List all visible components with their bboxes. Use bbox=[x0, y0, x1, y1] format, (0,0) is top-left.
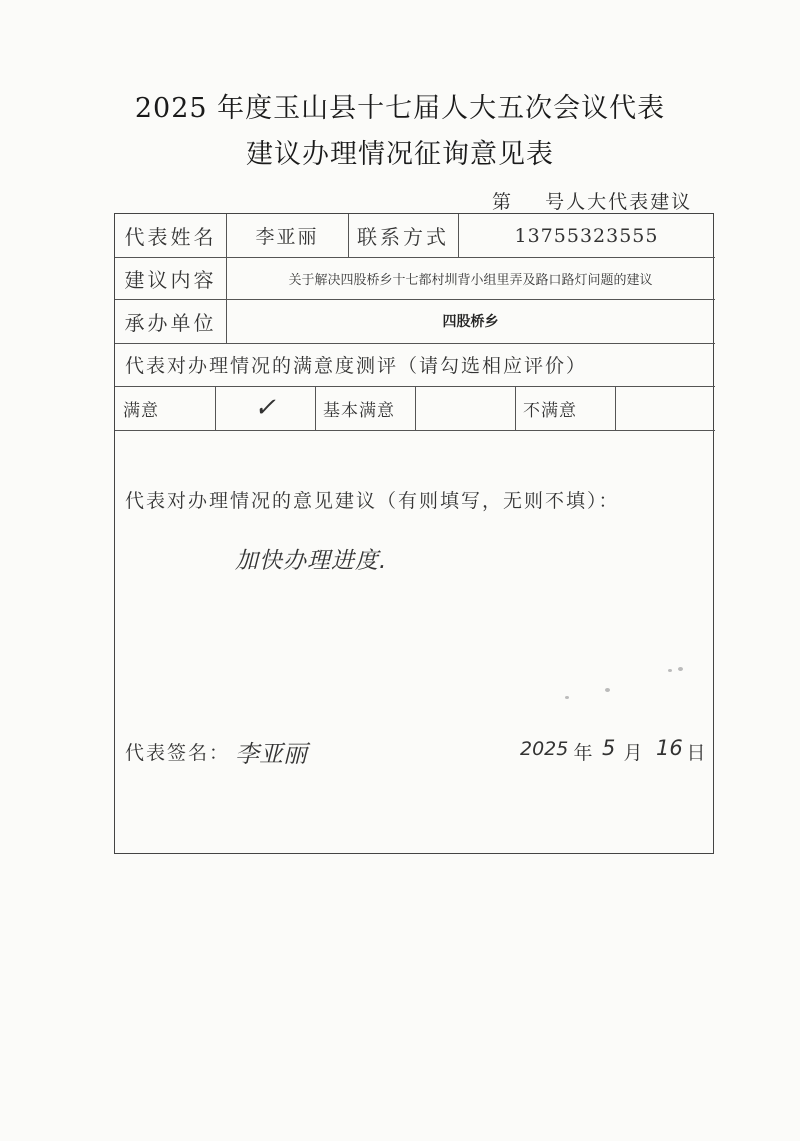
scan-speck bbox=[678, 667, 683, 671]
opinion-form bbox=[114, 213, 714, 854]
unit-label: 承办单位 bbox=[124, 310, 217, 335]
suggestion-label: 建议内容 bbox=[124, 267, 217, 292]
date-year: 2025 bbox=[520, 738, 569, 760]
doc-title-line1: 2025 年度玉山县十七届人大五次会议代表 bbox=[134, 93, 666, 124]
option-basic-check[interactable] bbox=[415, 386, 515, 430]
option-basic-label: 基本满意 bbox=[323, 400, 395, 421]
unit-value: 四股桥乡 bbox=[442, 314, 499, 330]
signature-label: 代表签名： bbox=[125, 741, 231, 764]
contact-label: 联系方式 bbox=[357, 225, 449, 249]
date-day: 16 bbox=[656, 736, 683, 760]
scan-speck bbox=[668, 669, 672, 672]
date-day-unit: 日 bbox=[686, 741, 706, 764]
date-month-unit: 月 bbox=[623, 741, 643, 764]
rep-name-value: 李亚丽 bbox=[255, 226, 319, 248]
option-unsatisfied-check[interactable] bbox=[615, 386, 715, 430]
opinion-handwritten: 加快办理进度. bbox=[235, 548, 388, 574]
option-satisfied-check[interactable]: ✓ bbox=[254, 393, 276, 423]
opinion-heading: 代表对办理情况的意见建议（有则填写，无则不填）： bbox=[125, 489, 620, 512]
scan-speck bbox=[605, 688, 610, 692]
evaluation-heading: 代表对办理情况的满意度测评（请勾选相应评价） bbox=[125, 355, 588, 377]
option-unsatisfied-label: 不满意 bbox=[523, 400, 577, 421]
suggestion-number: 第 号人大代表建议 bbox=[492, 191, 693, 213]
date-month: 5 bbox=[602, 736, 616, 760]
option-satisfied-label: 满意 bbox=[123, 400, 159, 421]
date-year-unit: 年 bbox=[573, 741, 593, 764]
suggestion-value: 关于解决四股桥乡十七都村圳背小组里弄及路口路灯问题的建议 bbox=[288, 272, 653, 288]
doc-title-line2: 建议办理情况征询意见表 bbox=[246, 139, 554, 170]
signature-handwritten: 李亚丽 bbox=[235, 740, 307, 768]
rep-name-label: 代表姓名 bbox=[124, 225, 217, 249]
scan-speck bbox=[565, 696, 569, 699]
contact-value: 13755323555 bbox=[514, 224, 659, 247]
